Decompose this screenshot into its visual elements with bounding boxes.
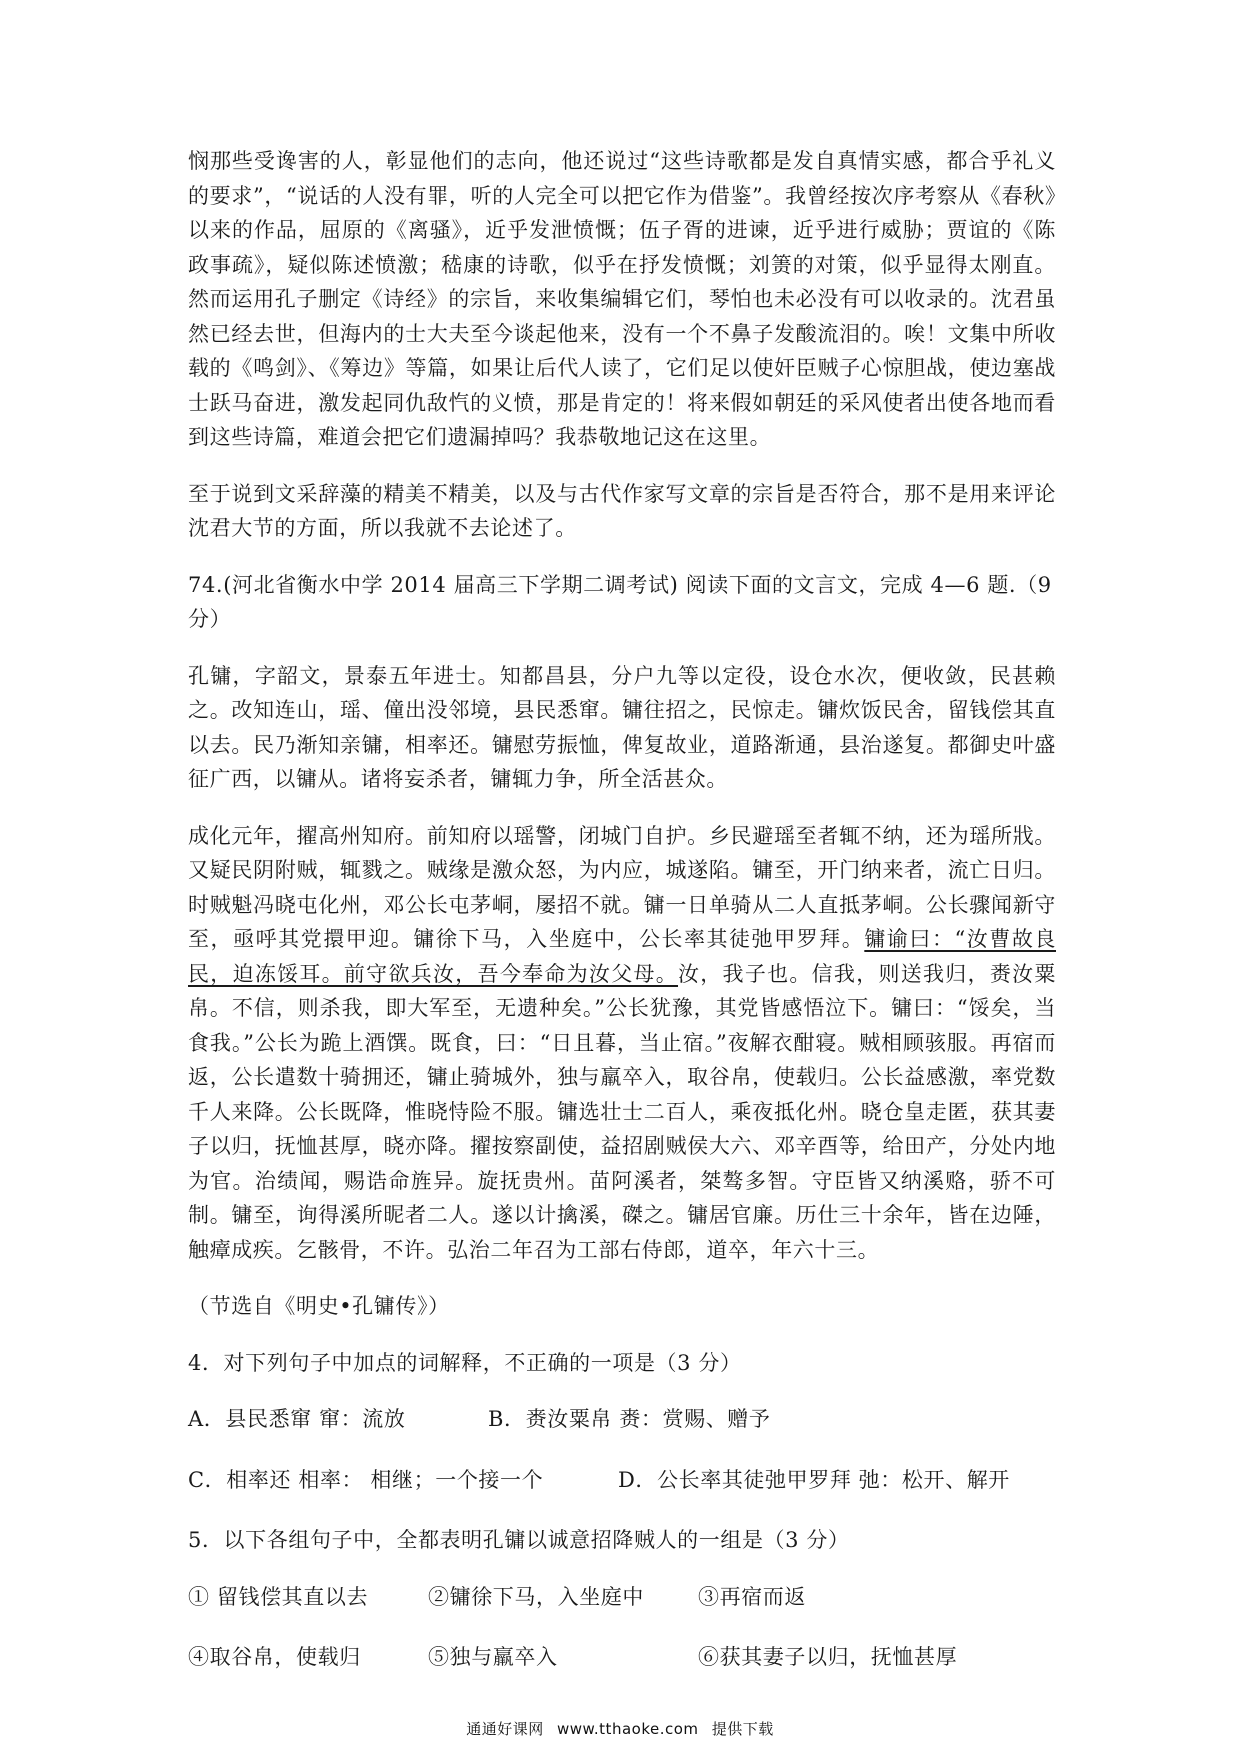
options-row xyxy=(188,1402,1056,1437)
classical-text-paragraph xyxy=(188,819,1056,1268)
sentence-options-row xyxy=(188,1640,1056,1675)
sentence-options-row xyxy=(188,1580,1056,1615)
option-c: C．相率还 相率： 相继；一个接一个 xyxy=(188,1467,544,1492)
passage-paragraph: 至于说到文采辞藻的精美不精美，以及与古代作家写文章的宗旨是否符合，那不是用来评论沈君大节的方面，所以我就不去论述了。 xyxy=(188,481,1056,540)
underlined-sentence: 镛谕曰：“汝曹故良民，迫冻馁耳。前守欲兵汝，吾今奉命为汝父母。 xyxy=(188,927,1056,986)
sentence-option: ④取谷帛，使载归 xyxy=(188,1645,361,1669)
sentence-option: ⑥获其妻子以归，抚恤甚厚 xyxy=(698,1645,958,1669)
page-footer xyxy=(0,1718,1240,1739)
sentence-option: ②镛徐下马，入坐庭中 xyxy=(428,1584,644,1609)
sentence-option: ⑤独与羸卒入 xyxy=(428,1645,558,1669)
sentence-option: ① 留钱偿其直以去 xyxy=(188,1584,369,1609)
source-note: （节选自《明史•孔镛传》） xyxy=(188,1294,450,1318)
question-stem: 4．对下列句子中加点的词解释，不正确的一项是（3 分） xyxy=(188,1350,742,1375)
option-b: B．赉汝粟帛 赉：赏赐、赠予 xyxy=(488,1407,771,1431)
text-segment: 成化元年，擢高州知府。前知府以瑶警，闭城门自护。乡民避瑶至者辄不纳，还为瑶所戕。又疑民阴附贼，辄戮之。贼缘是激众怒，为内应，城遂陷。镛至，开门纳来者，流亡日归。时贼魁冯晓屯化州，邓公长屯茅峒，屡招不就。镛一日单骑从二人直抵茅峒。公长骤闻新守至，亟呼其党擐甲迎。镛徐下马，入坐庭中，公长率其徒弛甲罗拜。 xyxy=(188,823,1056,951)
options-row xyxy=(188,1463,1056,1498)
footer-site-name: 通通好课网 xyxy=(466,1720,544,1738)
footer-tagline: 提供下载 xyxy=(711,1720,774,1738)
classical-text-paragraph: 孔镛，字韶文，景泰五年进士。知都昌县，分户九等以定役，设仓水次，便收敛，民甚赖之。改知连山，瑶、僮出没邻境，县民悉窜。镛往招之，民惊走。镛炊饭民舍，留钱偿其直以去。民乃渐知亲镛，相率还。镛慰劳振恤，俾复故业，道路渐通，县治遂复。都御史叶盛征广西，以镛从。诸将妄杀者，镛辄力争，所全活甚众。 xyxy=(188,663,1056,791)
sentence-option: ③再宿而返 xyxy=(698,1584,806,1609)
question-heading: 74.(河北省衡水中学 2014 届高三下学期二调考试) 阅读下面的文言文，完成 4—6 题.（9 分） xyxy=(188,572,1052,631)
option-d: D．公长率其徒弛甲罗拜 弛：松开、解开 xyxy=(618,1467,1010,1492)
passage-paragraph: 悯那些受谗害的人，彰显他们的志向，他还说过“这些诗歌都是发自真情实感，都合乎礼义的要求”，“说话的人没有罪，听的人完全可以把它作为借鉴”。我曾经按次序考察从《春秋》以来的作品，屈原的《离骚》，近乎发泄愤慨；伍子胥的进谏，近乎进行威胁；贾谊的《陈政事疏》，疑似陈述愤激；嵇康的诗歌，似乎在抒发愤慨；刘箦的对策，似乎显得太刚直。然而运用孔子删定《诗经》的宗旨，来收集编辑它们，琴怕也未必没有可以收录的。沈君虽然已经去世，但海内的士大夫至今谈起他来，没有一个不鼻子发酸流泪的。唉！文集中所收载的《鸣剑》、《筹边》等篇，如果让后代人读了，它们足以使奸臣贼子心惊胆战，使边塞战士跃马奋进，激发起同仇敌忾的义愤，那是肯定的！将来假如朝廷的采风使者出使各地而看到这些诗篇，难道会把它们遗漏掉吗？我恭敬地记这在这里。 xyxy=(188,149,1056,449)
question-stem: 5．以下各组句子中，全都表明孔镛以诚意招降贼人的一组是（3 分） xyxy=(188,1528,850,1552)
option-a: A．县民悉窜 窜：流放 xyxy=(188,1407,406,1431)
document-body xyxy=(188,144,1056,1701)
footer-url[interactable]: www.tthaoke.com xyxy=(556,1720,699,1738)
text-segment: 汝，我子也。信我，则送我归，赉汝粟帛。不信，则杀我，即大军至，无遗种矣。”公长犹豫，其党皆感悟泣下。镛曰：“馁矣，当食我。”公长为跪上酒馔。既食，曰：“日且暮，当止宿。”夜解衣酣寝。贼相顾骇服。再宿而返，公长遣数十骑拥还，镛止骑城外，独与羸卒入，取谷帛，使载归。公长益感激，率党数千人来降。公长既降，惟晓恃险不服。镛选壮士二百人，乘夜抵化州。晓仓皇走匿，获其妻子以归，抚恤甚厚，晓亦降。擢按察副使，益招剧贼侯大六、邓辛酉等，给田产，分处内地为官。治绩闻，赐诰命旌异。旋抚贵州。苗阿溪者，桀骜多智。守臣皆又纳溪赂，骄不可制。镛至，询得溪所昵者二人。遂以计擒溪，磔之。镛居官廉。历仕三十余年，皆在边陲，触瘴成疾。乞骸骨，不许。弘治二年召为工部右侍郎，道卒，年六十三。 xyxy=(188,961,1056,1262)
